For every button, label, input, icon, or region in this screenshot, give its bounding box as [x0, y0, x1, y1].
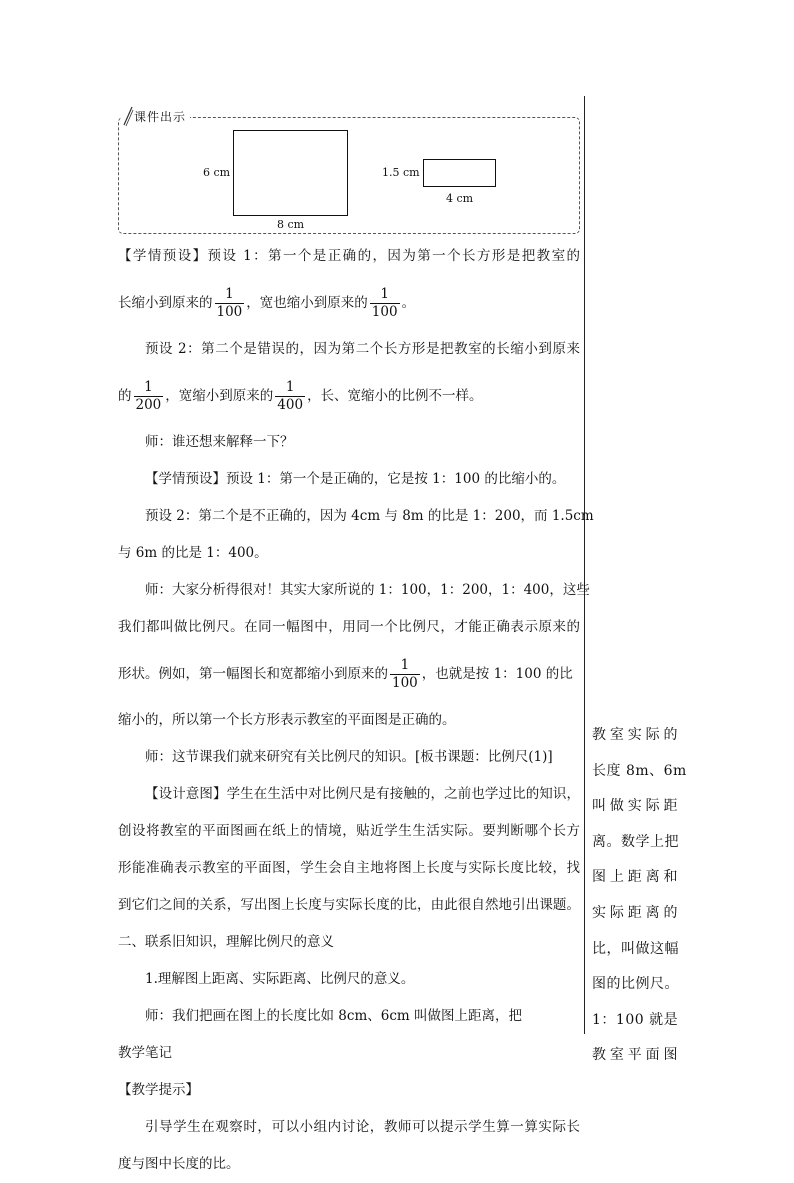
p1-line1: 【学情预设】预设 1：第一个是正确的，因为第一个长方形是把教室的 [118, 248, 580, 264]
p3: 师：谁还想来解释一下？ [145, 434, 294, 450]
p6-text-b: ，也就是按 1：100 的比 [421, 665, 573, 682]
big-rectangle [233, 130, 348, 216]
fraction-1-200: $\frac{1}{200}$ [135, 378, 162, 413]
courseware-tag [122, 105, 190, 127]
tips-heading: 【教学提示】 [118, 1082, 199, 1098]
side-note-line: 图上距离和 [592, 869, 678, 886]
side-note-line: 1：100 就是 [592, 1011, 679, 1028]
courseware-box [118, 117, 580, 234]
p5-line1: 预设 2：第二个是不正确的，因为 4cm 与 8m 的比是 1：200，而 1.5cm [145, 508, 594, 524]
p6-line3 [118, 646, 580, 702]
p5-line2: 与 6m 的比是 1：400。 [118, 545, 268, 561]
side-note-line: 叫做实际距 [592, 798, 678, 815]
fraction-1-100: $\frac{1}{100}$ [216, 285, 243, 320]
side-notes [592, 718, 687, 1074]
small-rect-height-label: 1.5 cm [382, 166, 420, 179]
side-note-line: 实际距离的 [592, 904, 678, 921]
p6-text-a: 形状。例如，第一幅图长和宽都缩小到原来的 [118, 665, 388, 682]
p8-line2: 创设将教室的平面图画在纸上的情境，贴近学生生活实际。要判断哪个长方 [118, 823, 580, 839]
side-note-line: 长度 8m、6m [592, 762, 687, 779]
p2-text-b: ，宽缩小到原来的 [165, 387, 274, 404]
side-note-line: 教室平面图 [592, 1047, 678, 1064]
margin-divider-line [584, 96, 585, 1034]
p2-line2 [118, 368, 580, 424]
tips-line2: 度与图中长度的比。 [118, 1156, 240, 1172]
fraction-1-400: $\frac{1}{400}$ [277, 378, 304, 413]
p2-text-a: 的 [118, 387, 132, 404]
p1-line2 [118, 275, 580, 331]
courseware-label: 课件出示 [134, 109, 187, 124]
p6-line4: 缩小的，所以第一个长方形表示教室的平面图是正确的。 [118, 712, 456, 728]
pencil-icon [122, 105, 134, 127]
side-note-line: 离。数学上把 [592, 833, 679, 850]
p8-line1: 【设计意图】学生在生活中对比例尺是有接触的，之前也学过比的知识， [145, 786, 580, 802]
main-text-column [118, 238, 594, 1183]
big-rect-height-label: 6 cm [203, 166, 231, 179]
item-1: 1.理解图上距离、实际距离、比例尺的意义。 [145, 971, 415, 987]
p6-line1: 师：大家分析得很对！其实大家所说的 1：100，1：200，1：400，这些 [145, 582, 590, 598]
p1-text-c: 。 [401, 294, 416, 311]
teaching-notes-label: 教学笔记 [118, 1045, 172, 1061]
fraction-1-100: $\frac{1}{100}$ [371, 285, 398, 320]
p8-line4: 到它们之间的关系，写出图上长度与实际长度的比，由此很自然地引出课题。 [118, 897, 580, 913]
p1-text-a: 长缩小到原来的 [118, 294, 213, 311]
p4: 【学情预设】预设 1：第一个是正确的，它是按 1：100 的比缩小的。 [145, 471, 566, 487]
side-note-line: 教室实际的 [592, 727, 678, 743]
p7: 师：这节课我们就来研究有关比例尺的知识。[板书课题：比例尺(1)] [145, 749, 553, 765]
p2-line1: 预设 2：第二个是错误的，因为第二个长方形是把教室的长缩小到原来 [145, 341, 580, 357]
p9: 师：我们把画在图上的长度比如 8cm、6cm 叫做图上距离，把 [145, 1008, 522, 1024]
p1-text-b: ，宽也缩小到原来的 [246, 294, 368, 311]
section-heading: 二、联系旧知识，理解比例尺的意义 [118, 934, 334, 950]
p6-line2: 我们都叫做比例尺。在同一幅图中，用同一个比例尺，才能正确表示原来的 [118, 619, 580, 635]
fraction-1-100: $\frac{1}{100}$ [392, 656, 418, 691]
tips-line1: 引导学生在观察时，可以小组内讨论，教师可以提示学生算一算实际长 [145, 1119, 580, 1135]
p2-text-c: ，长、宽缩小的比例不一样。 [307, 387, 483, 404]
p8-line3: 形能准确表示教室的平面图，学生会自主地将图上长度与实际长度比较，找 [118, 860, 580, 876]
big-rect-width-label: 8 cm [277, 218, 305, 231]
small-rect-width-label: 4 cm [446, 192, 474, 205]
small-rectangle [423, 159, 496, 187]
side-note-line: 比，叫做这幅 [592, 940, 679, 957]
side-note-line: 图的比例尺。 [592, 976, 679, 993]
